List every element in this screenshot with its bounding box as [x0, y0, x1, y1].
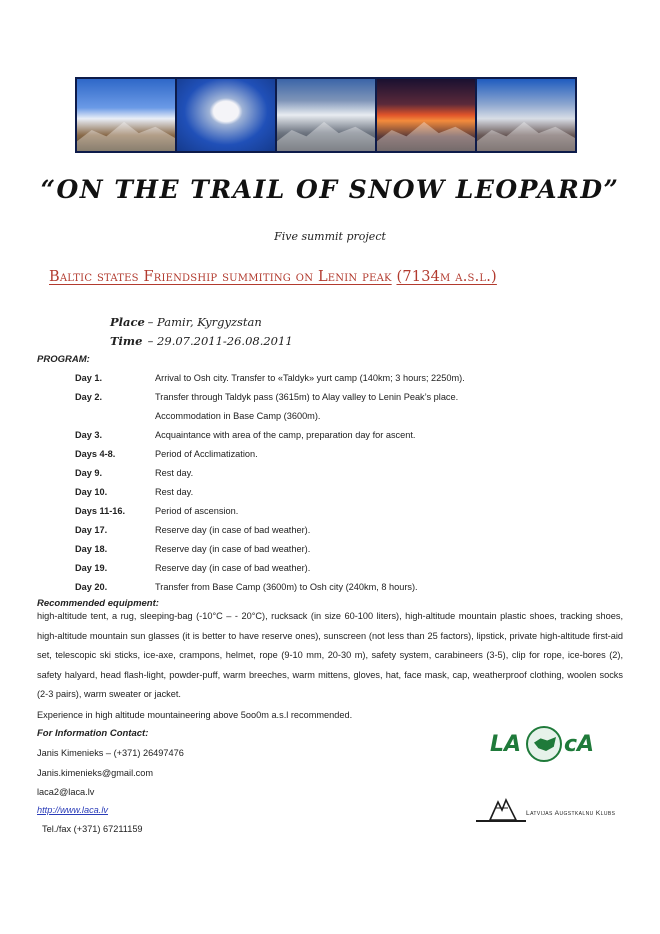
page-subtitle: Five summit project	[274, 230, 386, 243]
program-text: Rest day.	[155, 468, 194, 478]
program-text: Reserve day (in case of bad weather).	[155, 563, 311, 573]
program-row	[75, 506, 238, 516]
program-row	[75, 430, 415, 440]
mountain-photo	[77, 79, 175, 151]
program-day: Day 9.	[75, 468, 103, 478]
program-text: Arrival to Osh city. Transfer to «Taldyk» yurt camp (140km; 3 hours; 2250m).	[155, 373, 465, 383]
headline-text: Baltic states Friendship summiting on Lenin peak	[49, 269, 392, 285]
program-text: Transfer from Base Camp (3600m) to Osh city (240km, 8 hours).	[155, 582, 418, 592]
laca-logo-left: LA	[490, 732, 522, 757]
time-value: – 29.07.2011-26.08.2011	[147, 334, 293, 348]
program-day: Days 11-16.	[75, 506, 126, 516]
contact-email-1[interactable]: Janis.kimenieks@gmail.com	[37, 768, 154, 778]
place-value: – Pamir, Kyrgyzstan	[147, 315, 262, 329]
program-text: Transfer through Taldyk pass (3615m) to Alay valley to Lenin Peak’s place.	[155, 392, 459, 402]
program-day: Days 4-8.	[75, 449, 116, 459]
headline-altitude: (7134m a.s.l.)	[396, 269, 497, 285]
program-text: Acquaintance with area of the camp, preparation day for ascent.	[155, 430, 416, 440]
program-row	[75, 487, 193, 497]
program-day: Day 18.	[75, 544, 108, 554]
program-row	[75, 563, 310, 573]
program-row	[75, 544, 310, 554]
program-day: Day 1.	[75, 373, 103, 383]
equipment-text: high-altitude tent, a rug, sleeping-bag (-10°C – - 20°C), rucksack (in size 60-100 liters), high-altitude mountain plastic shoes, tracking shoes, high-altitude mountain sun glasses (it is better to have reserve ones), sunscreen (not less than 25 factors), lipstick, private high-altitude first-aid set, telescopic ski sticks, ice-axe, crampons, helmet, rope (9-10 mm, 20-30 m), safety system, carabineers (3-5), clip for rope, ice-bores (2), safety halyard, head flash-light, powder-puff, warm breeches, warm mittens, gloves, hat, face mask, cap, weatherproof clothing, woolen socks (2-3 pairs), warm sweater or jacket.	[37, 611, 623, 700]
place-row	[110, 315, 262, 329]
club-name: Latvijas Augstkalnu Klubs	[526, 810, 616, 817]
time-row	[110, 334, 293, 348]
program-day: Day 17.	[75, 525, 108, 535]
mountain-photo	[277, 79, 375, 151]
mountain-photo	[477, 79, 575, 151]
program-day: Day 19.	[75, 563, 108, 573]
program-text: Rest day.	[155, 487, 194, 497]
website-link[interactable]: http://www.laca.lv	[37, 805, 108, 815]
program-day: Day 20.	[75, 582, 108, 592]
program-row	[75, 449, 258, 459]
program-row	[75, 582, 418, 592]
program-row	[75, 411, 320, 421]
program-day: Day 3.	[75, 430, 103, 440]
program-text: Period of Acclimatization.	[155, 449, 258, 459]
program-text: Period of ascension.	[155, 506, 239, 516]
laca-logo	[490, 718, 610, 778]
club-logo-rule	[476, 820, 526, 822]
program-row	[75, 373, 465, 383]
time-label: Time	[110, 334, 143, 348]
equipment-label: Recommended equipment:	[37, 598, 159, 609]
experience-text: Experience in high altitude mountaineering above 5oo0m a.s.l recommended.	[37, 710, 353, 720]
program-text: Accommodation in Base Camp (3600m).	[155, 411, 321, 421]
program-text: Reserve day (in case of bad weather).	[155, 525, 311, 535]
contact-person: Janis Kimenieks – (+371) 26497476	[37, 748, 184, 758]
program-day: Day 2.	[75, 392, 103, 402]
laca-logo-right: cA	[564, 732, 595, 757]
mountain-climber-icon	[488, 796, 518, 822]
contact-email-2[interactable]: laca2@laca.lv	[37, 787, 95, 797]
program-row	[75, 392, 458, 402]
contact-label: For Information Contact:	[37, 728, 149, 739]
place-label: Place	[110, 315, 145, 329]
page-title: “ON THE TRAIL OF SNOW LEOPARD”	[40, 175, 620, 204]
sunset-peak-photo	[377, 79, 475, 151]
program-row	[75, 468, 193, 478]
contact-telfax: Tel./fax (+371) 67211159	[42, 824, 143, 834]
snow-leopard-photo	[177, 79, 275, 151]
program-day: Day 10.	[75, 487, 108, 497]
program-label: PROGRAM:	[37, 354, 90, 365]
photo-banner	[75, 77, 577, 153]
club-logo	[476, 796, 636, 830]
headline	[49, 269, 609, 285]
program-row	[75, 525, 310, 535]
globe-icon	[526, 726, 562, 762]
program-text: Reserve day (in case of bad weather).	[155, 544, 311, 554]
